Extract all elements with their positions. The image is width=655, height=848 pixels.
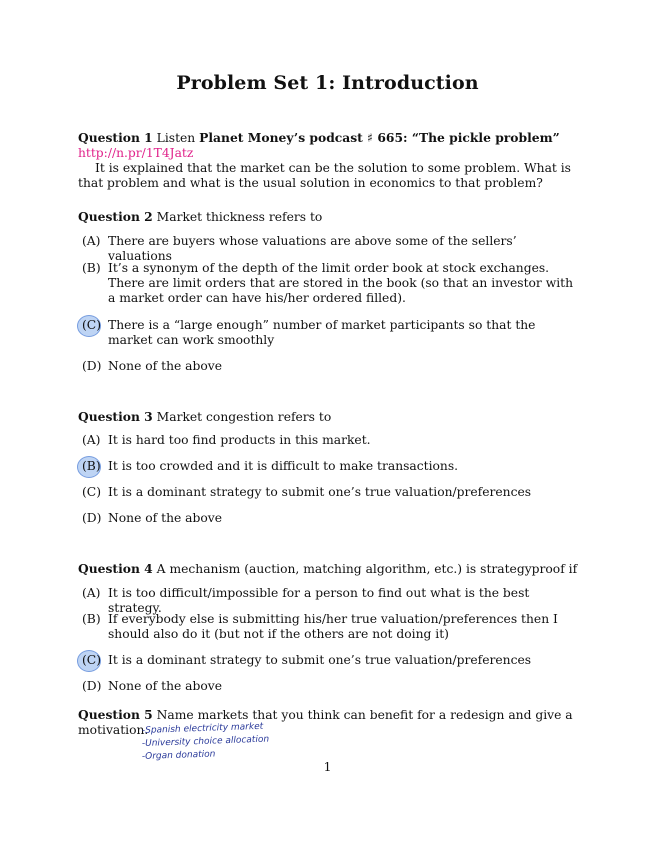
option-label: (D) [82,679,102,693]
q3-option-a[interactable] [82,433,580,448]
question-2-text: Market thickness refers to [156,210,323,224]
option-label: (B) [82,459,101,473]
handwritten-answer-2: -University choice allocation [141,734,270,749]
q2-option-a[interactable] [82,234,580,264]
option-label: (D) [82,359,102,373]
q2-option-b[interactable] [82,261,580,306]
q3-option-c[interactable] [82,485,580,500]
option-label: (A) [82,586,101,600]
option-label: (C) [82,485,102,499]
option-label: (B) [82,612,101,626]
option-text: It is too difficult/impossible for a person to find out what is the best strategy. [108,586,530,615]
question-1-intro: Listen [156,131,196,145]
question-1-label: Question 1 [78,130,153,145]
q4-option-c-selected[interactable] [82,653,580,668]
question-2 [78,209,580,225]
option-text: None of the above [108,511,223,525]
question-1 [78,130,580,191]
question-3 [78,409,580,425]
handwritten-answer-1: -Spanish electricity market [141,722,264,736]
q3-option-b-selected[interactable] [82,459,580,474]
question-4-text: A mechanism (auction, matching algorithm, etc.) is strategyproof if [156,562,578,576]
option-text: It is too crowded and it is difficult to make transactions. [108,459,459,473]
question-2-label: Question 2 [78,209,153,224]
option-label: (D) [82,511,102,525]
podcast-title: Planet Money’s podcast ♯ 665: “The pickle problem” [199,130,560,145]
q2-option-d[interactable] [82,359,580,374]
option-text: If everybody else is submitting his/her true valuation/preferences then I should also do it (but not if the others are not doing it) [108,612,558,641]
option-text: It is a dominant strategy to submit one’s true valuation/preferences [108,653,532,667]
option-text: None of the above [108,359,223,373]
q4-option-d[interactable] [82,679,580,694]
question-3-text: Market congestion refers to [156,410,332,424]
option-text: None of the above [108,679,223,693]
q4-option-b[interactable] [82,612,580,642]
q2-option-c-selected[interactable] [82,318,580,348]
option-text: There are buyers whose valuations are above some of the sellers’ valuations [108,234,517,263]
option-label: (A) [82,234,101,248]
page-title: Problem Set 1: Introduction [176,72,479,94]
option-label: (A) [82,433,101,447]
question-4 [78,561,580,577]
option-text: It is hard too find products in this market. [108,433,371,447]
q3-option-d[interactable] [82,511,580,526]
option-label: (C) [82,318,102,332]
question-5-text: Name markets that you think can benefit for a redesign and give a motivation. [78,708,573,737]
question-3-label: Question 3 [78,409,153,424]
option-text: It’s a synonym of the depth of the limit order book at stock exchanges. There are limit orders that are stored in the book (so that an investor with a market order can have his/her ordered filled). [108,261,574,305]
podcast-link[interactable]: http://n.pr/1T4Jatz [78,146,194,160]
question-4-label: Question 4 [78,561,153,576]
option-label: (C) [82,653,102,667]
question-5-label: Question 5 [78,707,153,722]
page-number: 1 [323,760,332,774]
option-text: It is a dominant strategy to submit one’s true valuation/preferences [108,485,532,499]
handwritten-answer-3: -Organ donation [141,749,216,762]
option-text: There is a “large enough” number of market participants so that the market can work smoothly [108,318,536,347]
option-label: (B) [82,261,101,275]
question-1-body: It is explained that the market can be the solution to some problem. What is that problem and what is the usual solution in economics to that problem? [78,161,571,190]
